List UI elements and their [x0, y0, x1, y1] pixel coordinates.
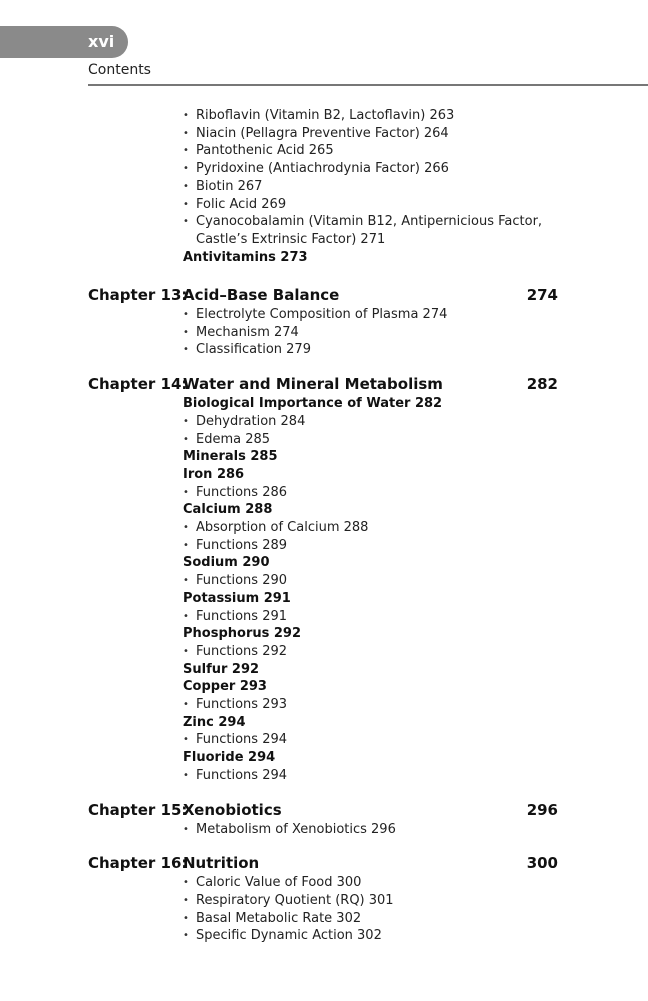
chapter-label: Chapter 14: [88, 375, 188, 394]
chapter-label: Chapter 16: [88, 854, 188, 873]
chapter-15-heading [0, 799, 648, 821]
toc-subheading: Copper 293 [183, 679, 267, 695]
toc-subheading: Phosphorus 292 [183, 626, 302, 642]
chapter-label: Chapter 13: [88, 286, 188, 304]
chapter-13-heading [0, 284, 648, 306]
toc-section-continued [0, 107, 648, 267]
toc-item: • Functions 294 [0, 731, 648, 749]
toc-item: • Edema 285 [0, 431, 648, 449]
toc-item: • Classification 279 [0, 341, 648, 359]
chapter-title: Water and Mineral Metabolism [183, 375, 443, 394]
toc-item: • Functions 294 [0, 767, 648, 785]
toc-item: • Biotin 267 [0, 178, 648, 196]
toc-subheading: Minerals 285 [183, 449, 278, 465]
toc-subheading: Calcium 288 [183, 502, 273, 518]
chapter-16-heading [0, 852, 648, 874]
toc-item: • Pantothenic Acid 265 [0, 142, 648, 160]
header-rule [88, 84, 648, 86]
toc-item: • Basal Metabolic Rate 302 [0, 910, 648, 928]
toc-subheading: Biological Importance of Water 282 [183, 396, 443, 412]
chapter-page: 300 [526, 854, 558, 873]
toc-item: • Dehydration 284 [0, 413, 648, 431]
toc-subheading: Sodium 290 [183, 555, 270, 571]
toc-item: • Electrolyte Composition of Plasma 274 [0, 306, 648, 324]
chapter-14-heading [0, 373, 648, 395]
toc-item: • Functions 293 [0, 696, 648, 714]
toc-subheading: Sulfur 292 [183, 661, 260, 677]
chapter-page: 274 [526, 286, 558, 304]
toc-item: • Caloric Value of Food 300 [0, 874, 648, 892]
chapter-title: Xenobiotics [183, 800, 282, 819]
toc-subheading: Zinc 294 [183, 714, 246, 730]
chapter-title: Nutrition [183, 854, 260, 873]
toc-subheading: Antivitamins 273 [183, 249, 308, 265]
toc-item: • Functions 289 [0, 537, 648, 555]
toc-item: • Pyridoxine (Antiachrodynia Factor) 266 [0, 160, 648, 178]
chapter-label: Chapter 15: [88, 800, 188, 819]
page-number-tab [0, 26, 128, 58]
toc-content [0, 107, 648, 945]
toc-item: • Metabolism of Xenobiotics 296 [0, 821, 648, 839]
toc-item: • Functions 290 [0, 572, 648, 590]
toc-subheading: Potassium 291 [183, 590, 291, 606]
toc-item: • Functions 286 [0, 484, 648, 502]
chapter-page: 296 [526, 800, 558, 819]
toc-item-continuation: Castle’s Extrinsic Factor) 271 [196, 231, 386, 247]
toc-item: • Cyanocobalamin (Vitamin B12, Antipernicious Factor, [0, 213, 648, 231]
toc-item: • Riboflavin (Vitamin B2, Lactoflavin) 263 [0, 107, 648, 125]
toc-item: • Specific Dynamic Action 302 [0, 927, 648, 945]
page-number: xvi [88, 32, 115, 51]
chapter-title: Acid–Base Balance [183, 286, 340, 304]
toc-subheading: Iron 286 [183, 466, 245, 482]
toc-item: • Absorption of Calcium 288 [0, 519, 648, 537]
toc-item: • Mechanism 274 [0, 324, 648, 342]
toc-item: • Functions 292 [0, 643, 648, 661]
toc-item: • Functions 291 [0, 608, 648, 626]
toc-item: • Folic Acid 269 [0, 196, 648, 214]
toc-item: • Respiratory Quotient (RQ) 301 [0, 892, 648, 910]
chapter-page: 282 [526, 375, 558, 394]
toc-item: • Niacin (Pellagra Preventive Factor) 264 [0, 125, 648, 143]
toc-subheading: Fluoride 294 [183, 750, 276, 766]
running-head: Contents [88, 62, 151, 78]
